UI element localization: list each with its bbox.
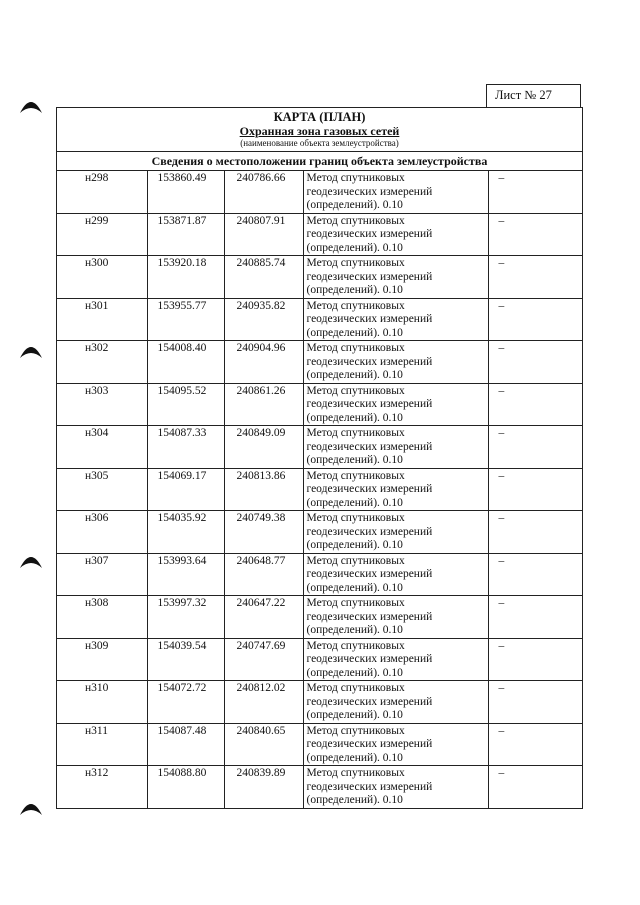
point-name-cell: н307 bbox=[57, 553, 147, 596]
description-cell: – bbox=[488, 213, 582, 256]
punch-hole-mark bbox=[18, 95, 44, 115]
method-line: геодезических измерений bbox=[306, 355, 433, 368]
y-coordinate-cell: 240786.66 bbox=[224, 171, 303, 213]
y-coordinate-cell: 240647.22 bbox=[224, 596, 303, 639]
method-cell bbox=[303, 341, 488, 384]
method-line: геодезических измерений bbox=[306, 653, 433, 665]
method-line: Метод спутниковых bbox=[306, 639, 405, 652]
method-line: геодезических измерений bbox=[306, 398, 433, 410]
x-coordinate-cell: 154087.33 bbox=[147, 426, 224, 469]
point-name-cell: н299 bbox=[57, 213, 147, 256]
x-coordinate-cell: 154072.72 bbox=[147, 681, 224, 724]
method-line: Метод спутниковых bbox=[306, 554, 405, 567]
y-coordinate-cell: 240648.77 bbox=[224, 553, 303, 596]
point-name-cell: н303 bbox=[57, 383, 147, 426]
point-name-cell: н312 bbox=[57, 766, 147, 808]
document-frame bbox=[56, 107, 583, 809]
method-cell bbox=[303, 681, 488, 724]
table-row bbox=[57, 383, 582, 426]
method-line: геодезических измерений bbox=[306, 228, 433, 240]
document-title: КАРТА (ПЛАН) bbox=[273, 110, 366, 124]
y-coordinate-cell: 240885.74 bbox=[224, 256, 303, 299]
method-line: Метод спутниковых bbox=[306, 682, 405, 694]
description-cell: – bbox=[488, 681, 582, 724]
x-coordinate-cell: 153871.87 bbox=[147, 213, 224, 256]
y-coordinate-cell: 240861.26 bbox=[224, 383, 303, 426]
method-line: Метод спутниковых bbox=[306, 512, 405, 524]
method-line: геодезических измерений bbox=[306, 185, 433, 198]
table-row bbox=[57, 213, 582, 256]
method-line: Метод спутниковых bbox=[306, 469, 405, 482]
table-row bbox=[57, 766, 582, 808]
method-line: Метод спутниковых bbox=[306, 597, 405, 609]
table-row bbox=[57, 723, 582, 766]
method-line: геодезических измерений bbox=[306, 440, 433, 453]
method-line: (определений). 0.10 bbox=[306, 709, 403, 721]
x-coordinate-cell: 153860.49 bbox=[147, 171, 224, 213]
table-row bbox=[57, 298, 582, 341]
method-line: геодезических измерений bbox=[306, 525, 433, 538]
method-cell bbox=[303, 596, 488, 639]
x-coordinate-cell: 154008.40 bbox=[147, 341, 224, 384]
table-row bbox=[57, 596, 582, 639]
y-coordinate-cell: 240749.38 bbox=[224, 511, 303, 554]
coordinates-table bbox=[57, 171, 582, 808]
method-line: Метод спутниковых bbox=[306, 724, 405, 737]
point-name-cell: н301 bbox=[57, 298, 147, 341]
x-coordinate-cell: 154088.80 bbox=[147, 766, 224, 808]
method-cell bbox=[303, 766, 488, 808]
method-line: Метод спутниковых bbox=[306, 767, 405, 779]
point-name-cell: н298 bbox=[57, 171, 147, 213]
method-line: (определений). 0.10 bbox=[306, 284, 403, 296]
y-coordinate-cell: 240812.02 bbox=[224, 681, 303, 724]
point-name-cell: н300 bbox=[57, 256, 147, 299]
method-cell bbox=[303, 723, 488, 766]
object-name-caption: (наименование объекта землеустройства) bbox=[240, 138, 399, 148]
y-coordinate-cell: 240840.65 bbox=[224, 723, 303, 766]
method-line: (определений). 0.10 bbox=[306, 369, 403, 381]
method-line: Метод спутниковых bbox=[306, 384, 405, 397]
x-coordinate-cell: 154035.92 bbox=[147, 511, 224, 554]
document-header bbox=[57, 108, 582, 152]
method-line: (определений). 0.10 bbox=[306, 454, 403, 466]
description-cell: – bbox=[488, 341, 582, 384]
method-line: геодезических измерений bbox=[306, 483, 433, 495]
table-row bbox=[57, 468, 582, 511]
method-line: (определений). 0.10 bbox=[306, 751, 403, 764]
method-line: (определений). 0.10 bbox=[306, 794, 403, 806]
description-cell: – bbox=[488, 596, 582, 639]
method-line: геодезических измерений bbox=[306, 780, 433, 793]
method-line: (определений). 0.10 bbox=[306, 326, 403, 339]
method-cell bbox=[303, 383, 488, 426]
method-cell bbox=[303, 468, 488, 511]
y-coordinate-cell: 240807.91 bbox=[224, 213, 303, 256]
method-line: геодезических измерений bbox=[306, 695, 433, 708]
method-line: (определений). 0.10 bbox=[306, 581, 403, 594]
table-row bbox=[57, 341, 582, 384]
table-row bbox=[57, 681, 582, 724]
point-name-cell: н309 bbox=[57, 638, 147, 681]
y-coordinate-cell: 240935.82 bbox=[224, 298, 303, 341]
x-coordinate-cell: 153993.64 bbox=[147, 553, 224, 596]
method-line: (определений). 0.10 bbox=[306, 496, 403, 509]
x-coordinate-cell: 154087.48 bbox=[147, 723, 224, 766]
description-cell: – bbox=[488, 171, 582, 213]
description-cell: – bbox=[488, 723, 582, 766]
table-row bbox=[57, 256, 582, 299]
description-cell: – bbox=[488, 553, 582, 596]
table-row bbox=[57, 553, 582, 596]
y-coordinate-cell: 240747.69 bbox=[224, 638, 303, 681]
x-coordinate-cell: 153955.77 bbox=[147, 298, 224, 341]
x-coordinate-cell: 153997.32 bbox=[147, 596, 224, 639]
y-coordinate-cell: 240813.86 bbox=[224, 468, 303, 511]
x-coordinate-cell: 154039.54 bbox=[147, 638, 224, 681]
x-coordinate-cell: 153920.18 bbox=[147, 256, 224, 299]
method-line: (определений). 0.10 bbox=[306, 539, 403, 551]
table-row bbox=[57, 171, 582, 213]
point-name-cell: н310 bbox=[57, 681, 147, 724]
method-cell bbox=[303, 553, 488, 596]
description-cell: – bbox=[488, 511, 582, 554]
point-name-cell: н305 bbox=[57, 468, 147, 511]
object-name: Охранная зона газовых сетей bbox=[239, 124, 400, 138]
method-line: (определений). 0.10 bbox=[306, 666, 403, 679]
method-cell bbox=[303, 511, 488, 554]
description-cell: – bbox=[488, 468, 582, 511]
description-cell: – bbox=[488, 383, 582, 426]
punch-hole-mark bbox=[18, 340, 44, 360]
method-line: Метод спутниковых bbox=[306, 172, 405, 184]
punch-hole-mark bbox=[18, 797, 44, 817]
table-row bbox=[57, 638, 582, 681]
method-line: Метод спутниковых bbox=[306, 299, 405, 312]
point-name-cell: н311 bbox=[57, 723, 147, 766]
method-line: геодезических измерений bbox=[306, 568, 433, 580]
method-line: (определений). 0.10 bbox=[306, 199, 403, 211]
method-line: геодезических измерений bbox=[306, 270, 433, 283]
x-coordinate-cell: 154095.52 bbox=[147, 383, 224, 426]
method-line: (определений). 0.10 bbox=[306, 241, 403, 254]
method-cell bbox=[303, 213, 488, 256]
method-line: геодезических измерений bbox=[306, 738, 433, 750]
section-title: Сведения о местоположении границ объекта землеустройства bbox=[57, 152, 582, 171]
description-cell: – bbox=[488, 298, 582, 341]
method-line: Метод спутниковых bbox=[306, 427, 405, 439]
point-name-cell: н308 bbox=[57, 596, 147, 639]
sheet-number: Лист № 27 bbox=[486, 84, 581, 108]
x-coordinate-cell: 154069.17 bbox=[147, 468, 224, 511]
table-row bbox=[57, 511, 582, 554]
description-cell: – bbox=[488, 426, 582, 469]
method-line: Метод спутниковых bbox=[306, 214, 405, 227]
point-name-cell: н306 bbox=[57, 511, 147, 554]
method-cell bbox=[303, 256, 488, 299]
y-coordinate-cell: 240839.89 bbox=[224, 766, 303, 808]
table-row bbox=[57, 426, 582, 469]
point-name-cell: н304 bbox=[57, 426, 147, 469]
point-name-cell: н302 bbox=[57, 341, 147, 384]
method-line: геодезических измерений bbox=[306, 610, 433, 623]
method-cell bbox=[303, 426, 488, 469]
punch-hole-mark bbox=[18, 550, 44, 570]
method-line: Метод спутниковых bbox=[306, 342, 405, 354]
method-cell bbox=[303, 298, 488, 341]
method-cell bbox=[303, 638, 488, 681]
method-line: геодезических измерений bbox=[306, 313, 433, 325]
method-cell bbox=[303, 171, 488, 213]
method-line: (определений). 0.10 bbox=[306, 411, 403, 424]
y-coordinate-cell: 240904.96 bbox=[224, 341, 303, 384]
method-line: Метод спутниковых bbox=[306, 257, 405, 269]
method-line: (определений). 0.10 bbox=[306, 624, 403, 636]
y-coordinate-cell: 240849.09 bbox=[224, 426, 303, 469]
description-cell: – bbox=[488, 638, 582, 681]
description-cell: – bbox=[488, 766, 582, 808]
description-cell: – bbox=[488, 256, 582, 299]
